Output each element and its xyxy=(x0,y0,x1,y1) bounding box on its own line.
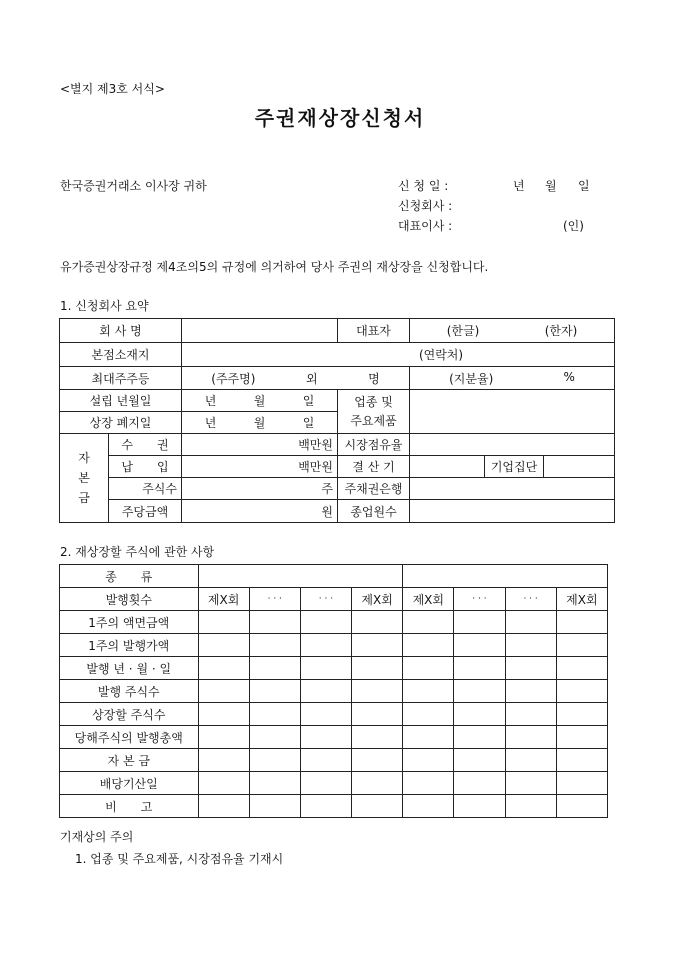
value-cell[interactable] xyxy=(198,657,249,680)
kind-field[interactable] xyxy=(403,565,608,588)
value-cell[interactable] xyxy=(198,795,249,818)
value-cell[interactable] xyxy=(505,726,556,749)
value-cell[interactable] xyxy=(454,726,505,749)
value-cell[interactable] xyxy=(454,634,505,657)
shares-field[interactable]: 주 xyxy=(182,478,338,500)
value-cell[interactable] xyxy=(300,657,351,680)
oe-label: 외 xyxy=(305,371,318,386)
contact-label: (연락처) xyxy=(418,348,464,362)
company-name-field[interactable] xyxy=(182,319,338,343)
round-header: 제X회 xyxy=(403,588,454,611)
company-label: 신청회사 : xyxy=(398,199,453,213)
value-cell[interactable] xyxy=(403,680,454,703)
value-cell[interactable] xyxy=(300,795,351,818)
value-cell[interactable] xyxy=(556,749,607,772)
row-label: 비 고 xyxy=(60,795,199,818)
row-label: 상장할 주식수 xyxy=(60,703,199,726)
value-cell[interactable] xyxy=(300,611,351,634)
percent-label: % xyxy=(563,369,575,384)
value-cell[interactable] xyxy=(198,726,249,749)
capital-char: 금 xyxy=(78,491,90,505)
hq-field[interactable] xyxy=(182,343,615,367)
share-ratio-label: (지분율) xyxy=(449,371,494,386)
table-row xyxy=(60,726,608,749)
bank-field[interactable] xyxy=(410,478,615,500)
value-cell[interactable] xyxy=(198,749,249,772)
row-label: 1주의 액면금액 xyxy=(60,611,199,634)
value-cell[interactable] xyxy=(505,749,556,772)
value-cell[interactable] xyxy=(352,657,403,680)
round-header: · · · xyxy=(300,588,351,611)
value-cell[interactable] xyxy=(454,772,505,795)
value-cell[interactable] xyxy=(403,611,454,634)
value-cell[interactable] xyxy=(556,680,607,703)
value-cell[interactable] xyxy=(249,795,300,818)
value-cell[interactable] xyxy=(300,749,351,772)
row-label: 발행 년 · 월 · 일 xyxy=(60,657,199,680)
value-cell[interactable] xyxy=(454,795,505,818)
value-cell[interactable] xyxy=(454,703,505,726)
value-cell[interactable] xyxy=(249,772,300,795)
round-header: · · · xyxy=(505,588,556,611)
round-header: · · · xyxy=(454,588,505,611)
value-cell[interactable] xyxy=(556,772,607,795)
year-label: 년 xyxy=(204,416,217,430)
founded-field[interactable] xyxy=(182,390,338,412)
major-holder-field[interactable] xyxy=(182,367,410,390)
value-cell[interactable] xyxy=(454,749,505,772)
value-cell[interactable] xyxy=(556,795,607,818)
value-cell[interactable] xyxy=(556,657,607,680)
round-header: 제X회 xyxy=(556,588,607,611)
value-cell[interactable] xyxy=(300,634,351,657)
capital-char: 본 xyxy=(78,471,90,485)
holder-name-label: (주주명) xyxy=(211,371,256,386)
label-capital xyxy=(60,434,109,523)
label-par: 주당금액 xyxy=(109,500,182,523)
value-cell[interactable] xyxy=(352,749,403,772)
row-label: 자 본 금 xyxy=(60,749,199,772)
month-label: 월 xyxy=(253,416,266,430)
value-cell[interactable] xyxy=(249,634,300,657)
industry-line1: 업종 및 xyxy=(354,394,393,409)
value-cell[interactable] xyxy=(352,611,403,634)
value-cell[interactable] xyxy=(403,726,454,749)
value-cell[interactable] xyxy=(505,634,556,657)
label-shares: 주식수 xyxy=(109,478,182,500)
table-row xyxy=(60,703,608,726)
apply-day: 일 xyxy=(578,179,590,193)
value-cell[interactable] xyxy=(454,680,505,703)
form-number: <별지 제3호 서식> xyxy=(60,82,165,96)
paid-field[interactable]: 백만원 xyxy=(182,456,338,478)
addressee: 한국증권거래소 이사장 귀하 xyxy=(60,179,207,193)
notes-heading: 기재상의 주의 xyxy=(60,830,134,844)
value-cell[interactable] xyxy=(505,680,556,703)
fiscal-field[interactable] xyxy=(410,456,485,478)
value-cell[interactable] xyxy=(505,772,556,795)
label-bank: 주채권은행 xyxy=(338,478,410,500)
value-cell[interactable] xyxy=(556,703,607,726)
kind-field[interactable] xyxy=(198,565,403,588)
label-founded: 설립 년월일 xyxy=(60,390,182,412)
value-cell[interactable] xyxy=(454,657,505,680)
label-representative: 대표자 xyxy=(338,319,410,343)
value-cell[interactable] xyxy=(352,634,403,657)
label-industry xyxy=(338,390,410,434)
value-cell[interactable] xyxy=(403,749,454,772)
value-cell[interactable] xyxy=(198,772,249,795)
label-kind: 종 류 xyxy=(60,565,199,588)
value-cell[interactable] xyxy=(300,680,351,703)
capital-char: 자 xyxy=(78,451,90,465)
delisted-field[interactable] xyxy=(182,412,338,434)
value-cell[interactable] xyxy=(249,703,300,726)
table-row xyxy=(60,634,608,657)
value-cell[interactable] xyxy=(454,611,505,634)
label-paid: 납 입 xyxy=(109,456,182,478)
row-label: 발행 주식수 xyxy=(60,680,199,703)
value-cell[interactable] xyxy=(556,634,607,657)
section1-heading: 1. 신청회사 요약 xyxy=(60,299,149,313)
value-cell[interactable] xyxy=(249,657,300,680)
par-field[interactable]: 원 xyxy=(182,500,338,523)
label-fiscal: 결 산 기 xyxy=(338,456,410,478)
representative-field[interactable] xyxy=(410,319,615,343)
year-label: 년 xyxy=(204,394,217,408)
value-cell[interactable] xyxy=(198,703,249,726)
row-label: 당해주식의 발행총액 xyxy=(60,726,199,749)
table-row xyxy=(60,772,608,795)
label-authorized: 수 권 xyxy=(109,434,182,456)
value-cell[interactable] xyxy=(556,611,607,634)
label-major-holder: 최대주주등 xyxy=(60,367,182,390)
share-ratio-field[interactable] xyxy=(410,367,615,390)
table-row xyxy=(60,795,608,818)
shares-table xyxy=(59,564,608,818)
value-cell[interactable] xyxy=(352,795,403,818)
table-row xyxy=(60,611,608,634)
page-title: 주권재상장신청서 xyxy=(254,106,426,130)
value-cell[interactable] xyxy=(352,772,403,795)
day-label: 일 xyxy=(302,394,315,408)
value-cell[interactable] xyxy=(403,795,454,818)
value-cell[interactable] xyxy=(249,749,300,772)
value-cell[interactable] xyxy=(352,680,403,703)
note-item-1: 1. 업종 및 주요제품, 시장점유율 기재시 xyxy=(75,852,284,866)
value-cell[interactable] xyxy=(505,795,556,818)
apply-year: 년 xyxy=(513,179,525,193)
round-header: · · · xyxy=(249,588,300,611)
ceo-label: 대표이사 : xyxy=(398,219,453,233)
label-group: 기업집단 xyxy=(485,456,544,478)
hangul-label: (한글) xyxy=(446,324,480,338)
industry-field[interactable] xyxy=(410,390,615,434)
value-cell[interactable] xyxy=(300,703,351,726)
value-cell[interactable] xyxy=(352,726,403,749)
table-row xyxy=(60,657,608,680)
myeong-label: 명 xyxy=(368,371,380,386)
label-hq: 본점소재지 xyxy=(60,343,182,367)
value-cell[interactable] xyxy=(505,703,556,726)
value-cell[interactable] xyxy=(300,772,351,795)
round-header: 제X회 xyxy=(352,588,403,611)
statement: 유가증권상장규정 제4조의5의 규정에 의거하여 당사 주권의 재상장을 신청합니다. xyxy=(60,260,489,274)
label-delisted: 상장 폐지일 xyxy=(60,412,182,434)
group-field[interactable] xyxy=(544,456,615,478)
hanja-label: (한자) xyxy=(544,324,578,338)
value-cell[interactable] xyxy=(300,726,351,749)
table-row xyxy=(60,749,608,772)
month-label: 월 xyxy=(253,394,266,408)
row-label: 배당기산일 xyxy=(60,772,199,795)
value-cell[interactable] xyxy=(403,657,454,680)
value-cell[interactable] xyxy=(403,772,454,795)
seal-mark: (인) xyxy=(563,219,584,233)
industry-line2: 주요제품 xyxy=(350,413,397,428)
value-cell[interactable] xyxy=(403,703,454,726)
employees-field[interactable] xyxy=(410,500,615,523)
label-issue-count: 발행횟수 xyxy=(60,588,199,611)
value-cell[interactable] xyxy=(556,726,607,749)
day-label: 일 xyxy=(302,416,315,430)
value-cell[interactable] xyxy=(198,611,249,634)
value-cell[interactable] xyxy=(505,657,556,680)
label-company-name: 회 사 명 xyxy=(60,319,182,343)
round-header: 제X회 xyxy=(198,588,249,611)
value-cell[interactable] xyxy=(198,680,249,703)
value-cell[interactable] xyxy=(403,634,454,657)
label-employees: 종업원수 xyxy=(338,500,410,523)
section2-heading: 2. 재상장할 주식에 관한 사항 xyxy=(60,545,215,559)
value-cell[interactable] xyxy=(352,703,403,726)
label-market-share: 시장점유율 xyxy=(338,434,410,456)
value-cell[interactable] xyxy=(505,611,556,634)
row-label: 1주의 발행가액 xyxy=(60,634,199,657)
value-cell[interactable] xyxy=(249,611,300,634)
apply-month: 월 xyxy=(545,179,557,193)
authorized-field[interactable]: 백만원 xyxy=(182,434,338,456)
table-row xyxy=(60,680,608,703)
apply-date-label: 신 청 일 : xyxy=(398,179,449,193)
market-share-field[interactable] xyxy=(410,434,615,456)
company-summary-table xyxy=(59,318,615,523)
value-cell[interactable] xyxy=(198,634,249,657)
value-cell[interactable] xyxy=(249,726,300,749)
value-cell[interactable] xyxy=(249,680,300,703)
